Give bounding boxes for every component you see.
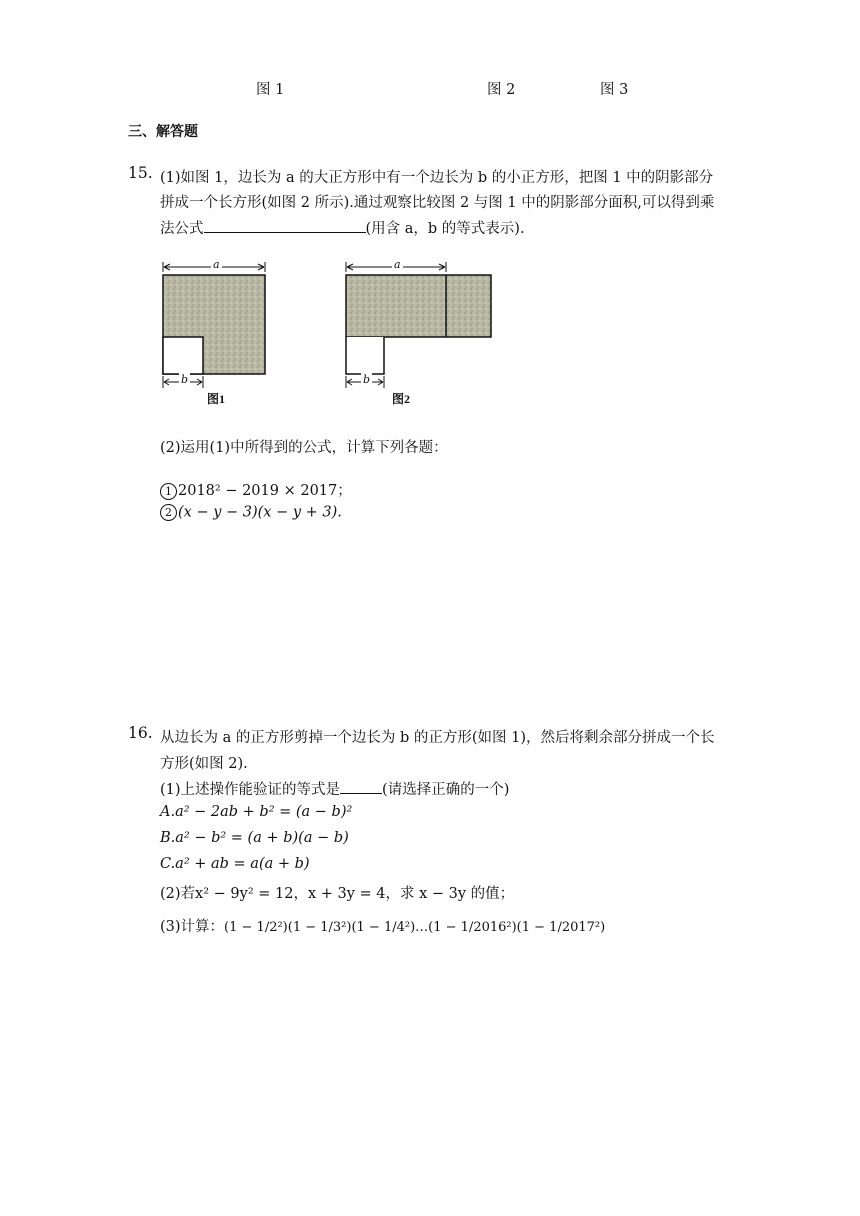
q15-item1	[160, 479, 352, 500]
top-label-fig2: 图 2	[487, 82, 516, 98]
q15-part2: (2)运用(1)中所得到的公式，计算下列各题：	[160, 440, 448, 456]
q16-part3	[160, 915, 605, 936]
q15-line2: 拼成一个长方形(如图 2 所示).通过观察比较图 2 与图 1 中的阴影部分面积,可以得到乘	[160, 195, 715, 211]
q16-line1: 从边长为 a 的正方形剪掉一个边长为 b 的正方形(如图 1)，然后将剩余部分拼成一个长	[160, 730, 715, 746]
q16-part3-prefix: (3)计算：	[160, 919, 225, 935]
top-label-fig1: 图 1	[256, 82, 285, 98]
q16-option-c: C.a² + ab = a(a + b)	[160, 856, 310, 872]
fig2-dim-b: b	[363, 373, 371, 386]
q16-part2: (2)若x² − 9y² = 12，x + 3y = 4，求 x − 3y 的值；	[160, 886, 515, 902]
q15-line1: (1)如图 1，边长为 a 的大正方形中有一个边长为 b 的小正方形，把图 1 中的阴影部分	[160, 170, 714, 186]
circled-number-1: 1	[160, 483, 177, 500]
q16-answer-blank[interactable]	[340, 779, 382, 794]
q16-line2: 方形(如图 2).	[160, 756, 248, 772]
section-heading: 三、解答题	[128, 124, 198, 140]
top-label-fig3: 图 3	[600, 82, 629, 98]
q16-part1	[160, 778, 509, 799]
question-16-number: 16.	[128, 724, 153, 742]
q16-option-a: A.a² − 2ab + b² = (a − b)²	[160, 804, 353, 820]
q15-figure-2	[338, 258, 498, 413]
q16-part3-expr: (1 − 1/2²)(1 − 1/3²)(1 − 1/4²)…(1 − 1/2016²)(1 − 1/2017²)	[224, 920, 606, 935]
fig1-caption: 图1	[207, 392, 226, 406]
question-15-number: 15.	[128, 164, 153, 182]
q15-item1-expr: 2018² − 2019 × 2017；	[178, 483, 352, 499]
fig2-caption: 图2	[392, 392, 411, 406]
fig2-dim-a: a	[394, 258, 401, 271]
q16-option-b: B.a² − b² = (a + b)(a − b)	[160, 830, 349, 846]
q15-answer-blank[interactable]	[204, 218, 366, 233]
q16-part1-suffix: (请选择正确的一个)	[382, 782, 510, 798]
q15-line3-suffix: (用含 a，b 的等式表示).	[365, 221, 525, 237]
circled-number-2: 2	[160, 504, 177, 521]
fig1-dim-a: a	[213, 258, 220, 271]
q16-part1-prefix: (1)上述操作能验证的等式是	[160, 782, 341, 798]
q15-line3-prefix: 法公式	[160, 221, 204, 237]
q15-item2-expr: (x − y − 3)(x − y + 3).	[178, 504, 342, 521]
q15-item2	[160, 504, 342, 521]
fig1-dim-b: b	[181, 373, 189, 386]
q15-line3	[160, 217, 525, 238]
